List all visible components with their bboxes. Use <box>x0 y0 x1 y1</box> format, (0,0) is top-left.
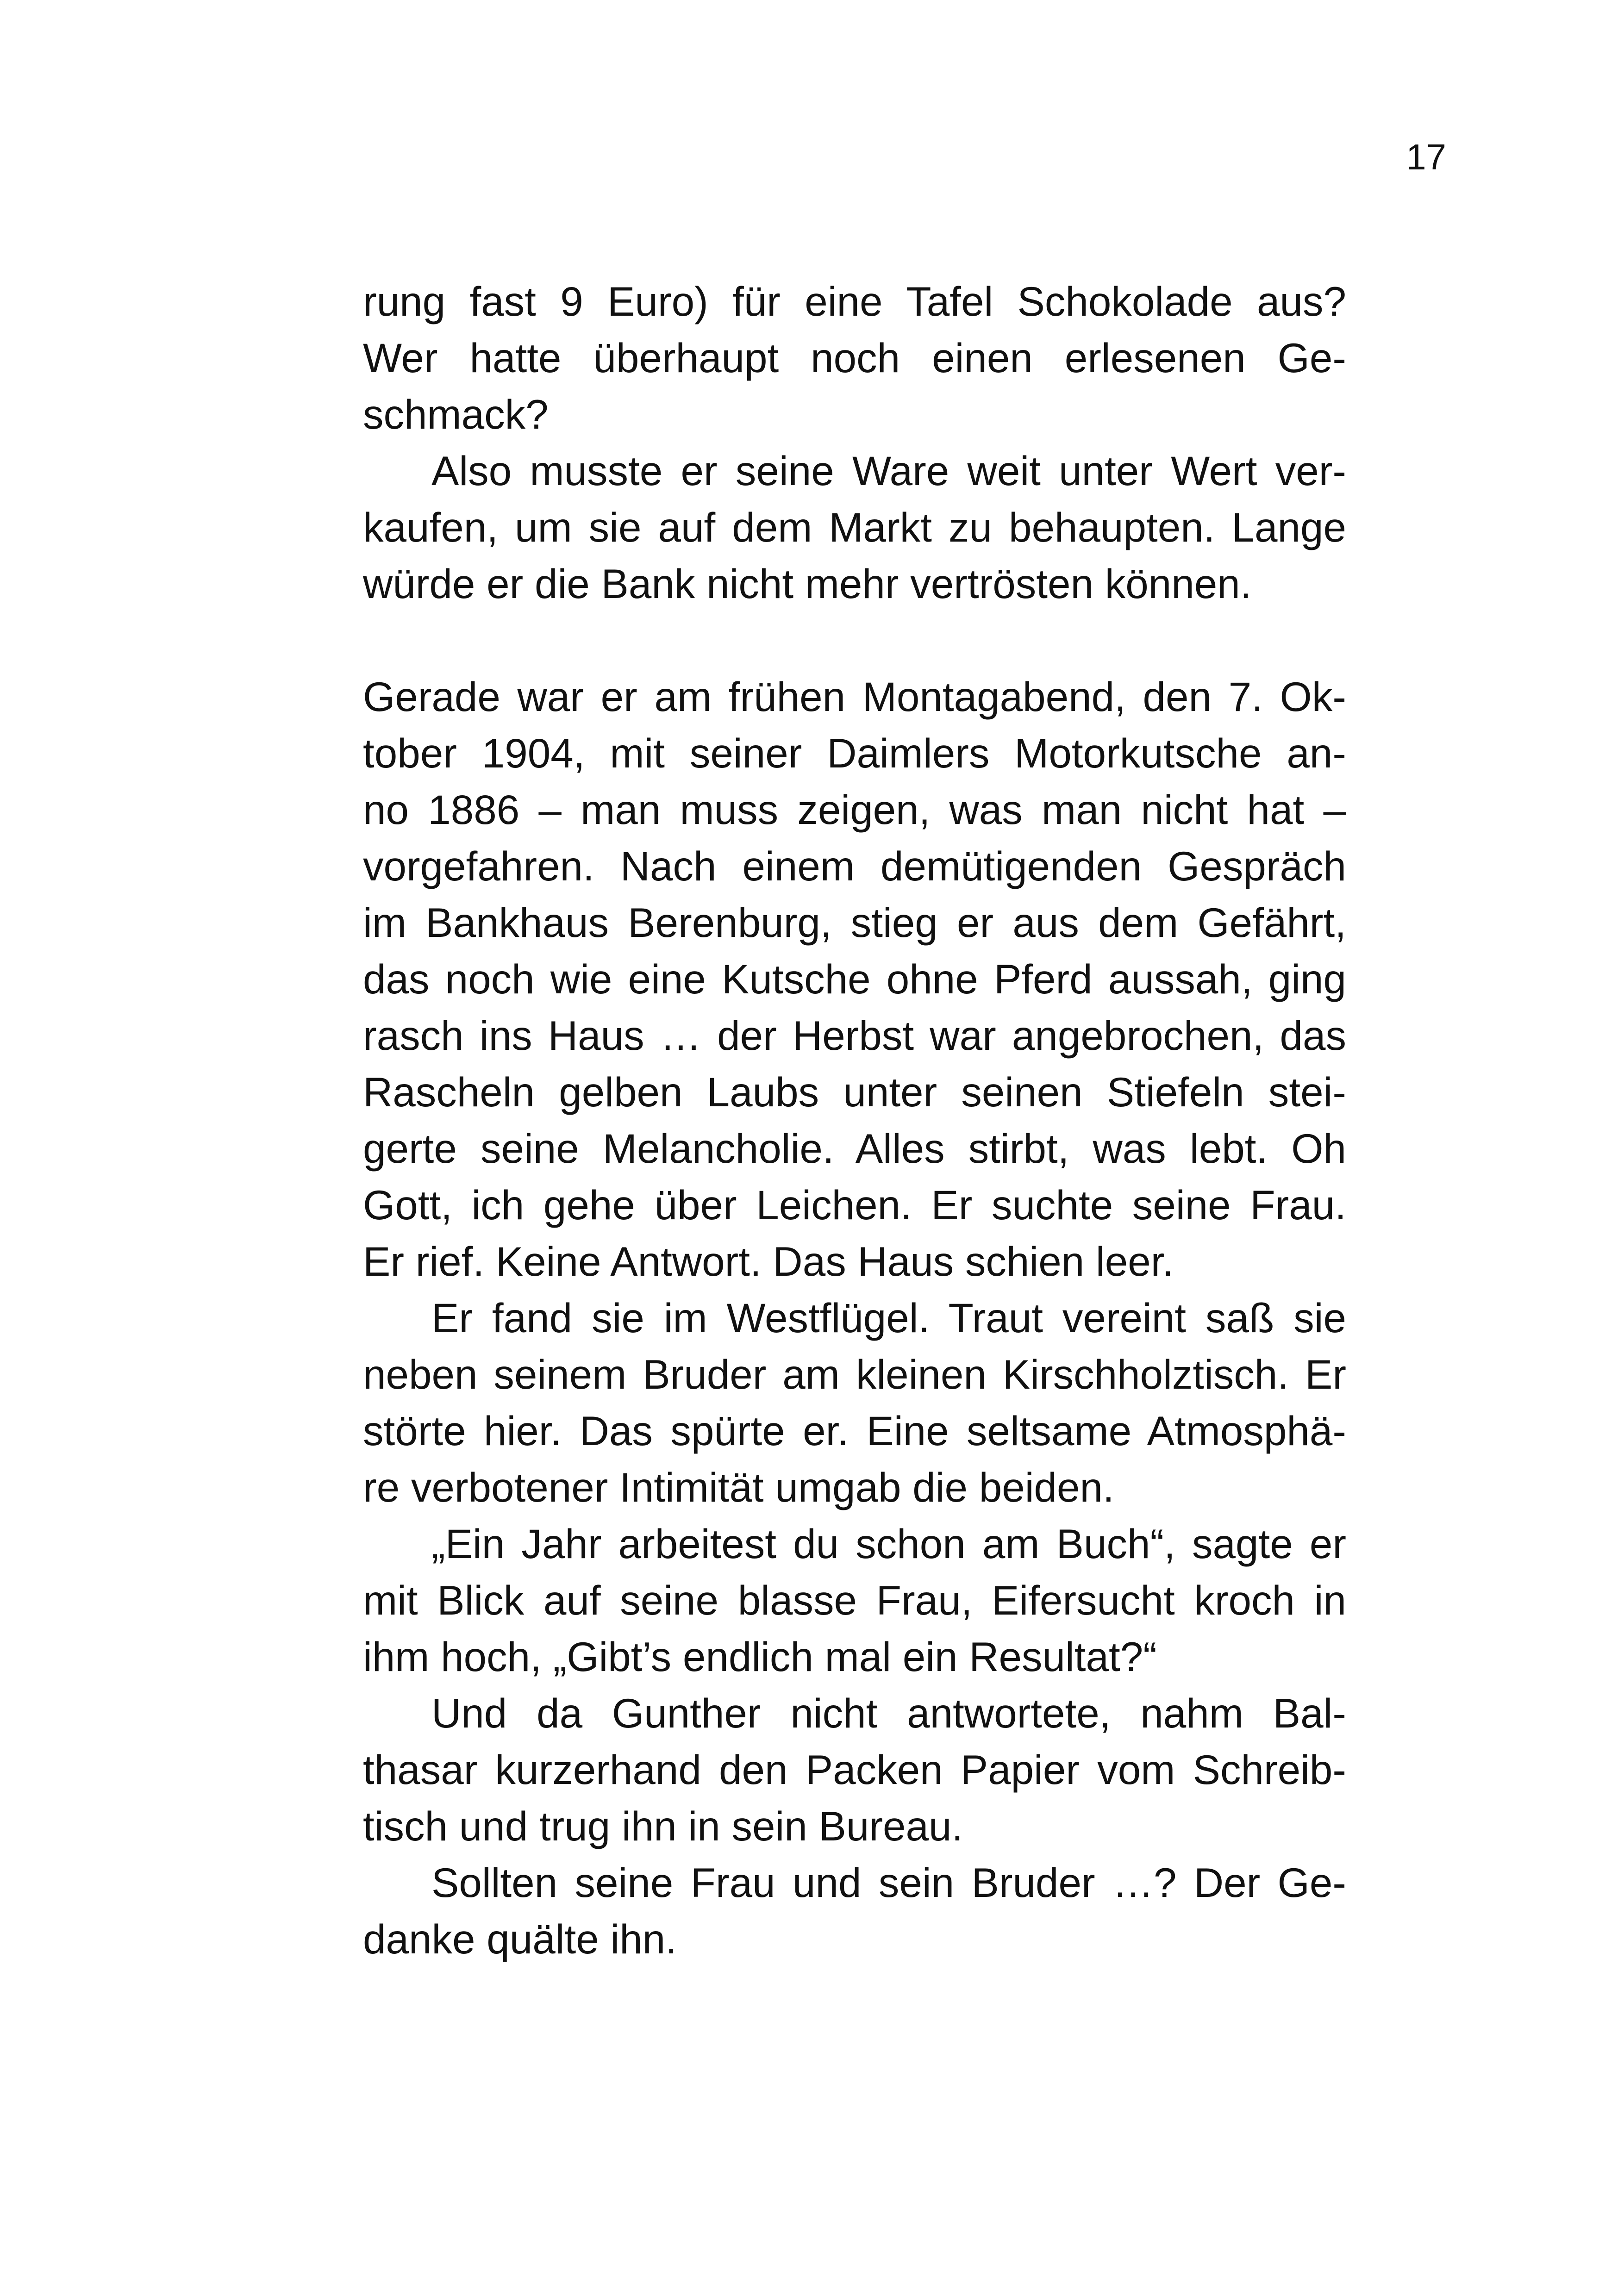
text-line: neben seinem Bruder am kleinen Kirschholztisch. Er <box>363 1351 1346 1397</box>
text-line: das noch wie eine Kutsche ohne Pferd aussah, ging <box>363 956 1346 1002</box>
body-text <box>363 273 1346 1967</box>
text-line: rasch ins Haus … der Herbst war angebrochen, das <box>363 1012 1346 1059</box>
text-line: Sollten seine Frau und sein Bruder …? Der Ge- <box>431 1859 1346 1906</box>
text-line: tisch und trug ihn in sein Bureau. <box>363 1803 963 1849</box>
text-line: danke quälte ihn. <box>363 1916 677 1962</box>
text-line: Er rief. Keine Antwort. Das Haus schien leer. <box>363 1238 1174 1285</box>
text-line: Rascheln gelben Laubs unter seinen Stiefeln stei- <box>363 1069 1346 1115</box>
paragraph-4 <box>363 1290 1346 1515</box>
text-line: Gerade war er am frühen Montagabend, den 7. Ok- <box>363 674 1346 720</box>
text-line: „Ein Jahr arbeitest du schon am Buch“, sagte er <box>431 1521 1346 1567</box>
text-line: no 1886 – man muss zeigen, was man nicht hat – <box>363 786 1346 833</box>
text-line: schmack? <box>363 391 549 437</box>
text-line: im Bankhaus Berenburg, stieg er aus dem Gefährt, <box>363 899 1346 946</box>
paragraph-2 <box>363 443 1346 612</box>
paragraph-1 <box>363 273 1346 443</box>
paragraph-3 <box>363 668 1346 1290</box>
text-line: rung fast 9 Euro) für eine Tafel Schokolade aus? <box>363 278 1346 324</box>
paragraph-5 <box>363 1515 1346 1685</box>
text-line: Er fand sie im Westflügel. Traut vereint saß sie <box>431 1295 1346 1341</box>
text-line: Wer hatte überhaupt noch einen erlesenen Ge- <box>363 335 1346 381</box>
text-line: re verbotener Intimität umgab die beiden. <box>363 1464 1114 1510</box>
text-line: störte hier. Das spürte er. Eine seltsame Atmosphä- <box>363 1408 1346 1454</box>
page-number: 17 <box>1406 137 1446 177</box>
text-line: kaufen, um sie auf dem Markt zu behaupten. Lange <box>363 504 1346 550</box>
section-gap <box>363 612 1346 668</box>
paragraph-7 <box>363 1854 1346 1967</box>
text-line: gerte seine Melancholie. Alles stirbt, was lebt. Oh <box>363 1125 1346 1172</box>
text-line: ihm hoch, „Gibt’s endlich mal ein Resultat?“ <box>363 1634 1157 1680</box>
text-line: Also musste er seine Ware weit unter Wert ver- <box>431 448 1346 494</box>
text-line: Gott, ich gehe über Leichen. Er suchte seine Frau. <box>363 1182 1346 1228</box>
text-line: thasar kurzerhand den Packen Papier vom Schreib- <box>363 1746 1346 1793</box>
text-line: tober 1904, mit seiner Daimlers Motorkutsche an- <box>363 730 1346 776</box>
paragraph-6 <box>363 1685 1346 1854</box>
text-line: Und da Gunther nicht antwortete, nahm Bal- <box>431 1690 1346 1736</box>
text-line: würde er die Bank nicht mehr vertrösten können. <box>363 561 1252 607</box>
text-line: vorgefahren. Nach einem demütigenden Gespräch <box>363 843 1346 889</box>
text-line: mit Blick auf seine blasse Frau, Eifersucht kroch in <box>363 1577 1346 1623</box>
